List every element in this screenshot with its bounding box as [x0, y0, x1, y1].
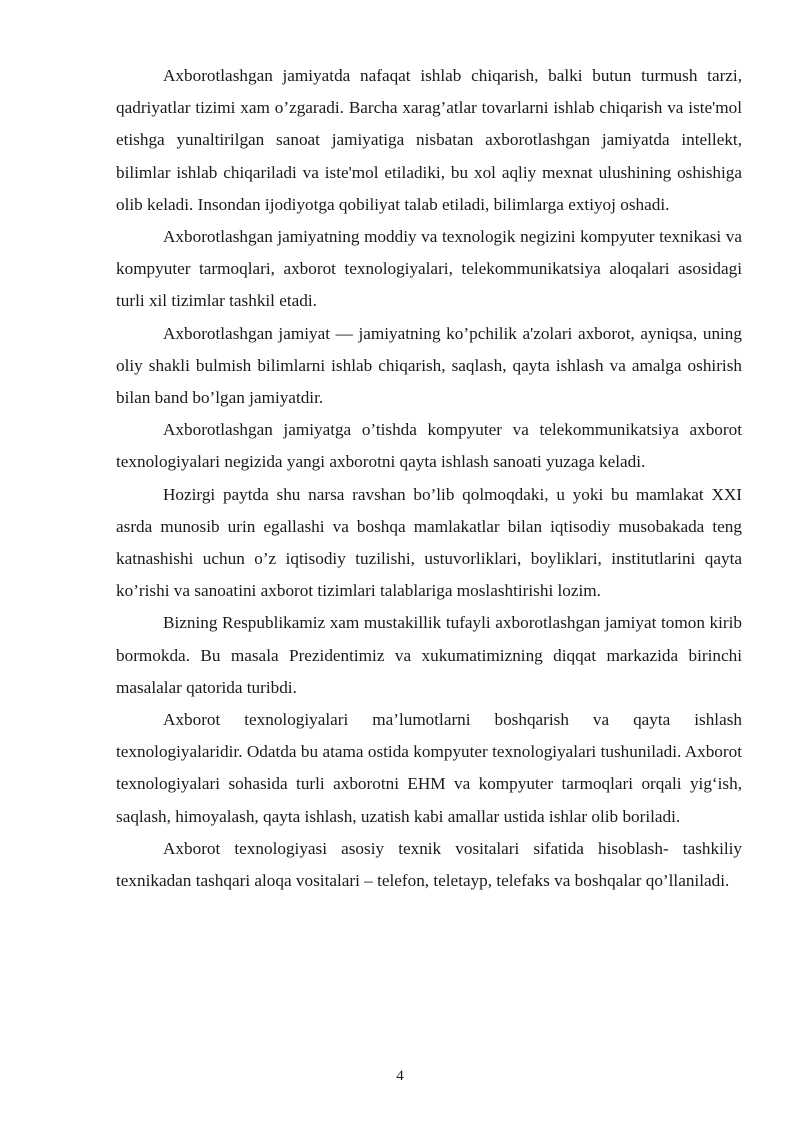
page-number: 4 [396, 1068, 404, 1084]
paragraph-2: Axborotlashgan jamiyatning moddiy va texnologik negizini kompyuter texnikasi va kompyuter tarmoqlari, axborot texnologiyalari, telekommunikatsiya aloqalari asosidagi turli xil tizimlar tashkil etadi. [116, 227, 742, 311]
paragraph-5: Hozirgi paytda shu narsa ravshan bo’lib qolmoqdaki, u yoki bu mamlakat XXI asrda munosib urin egallashi va boshqa mamlakatlar bilan iqtisodiy musobakada teng katnashishi uchun o’z iqtisodiy tuzilishi, ustuvorliklari, boyliklari, institutlarini qayta ko’rishi va sanoatini axborot tizimlari talablariga moslashtirishi lozim. [116, 484, 742, 601]
paragraph-4: Axborotlashgan jamiyatga o’tishda kompyuter va telekommunikatsiya axborot texnologiyalari negizida yangi axborotni qayta ishlash sanoati yuzaga keladi. [116, 420, 742, 472]
paragraph-6: Bizning Respublikamiz xam mustakillik tufayli axborotlashgan jamiyat tomon kirib bormokda. Bu masala Prezidentimiz va xukumatimizning diqqat markazida birinchi masalalar qatorida turibdi. [116, 613, 742, 697]
document-body [116, 60, 742, 897]
paragraph-1: Axborotlashgan jamiyatda nafaqat ishlab chiqarish, balki butun turmush tarzi, qadriyatlar tizimi xam o’zgaradi. Barcha xarag’atlar tovarlarni ishlab chiqarish va iste'mol etishga yunaltirilgan sanoat jamiyatiga nisbatan axborotlashgan jamiyatda intellekt, bilimlar ishlab chiqariladi va iste'mol etiladiki, bu xol aqliy mexnat ulushining oshishiga olib keladi. Insondan ijodiyotga qobiliyat talab etiladi, bilimlarga extiyoj oshadi. [116, 66, 742, 214]
paragraph-3: Axborotlashgan jamiyat — jamiyatning ko’pchilik a'zolari axborot, ayniqsa, uning oliy shakli bulmish bilimlarni ishlab chiqarish, saqlash, qayta ishlash va amalga oshirish bilan band bo’lgan jamiyatdir. [116, 323, 742, 408]
paragraph-8: Axborot texnologiyasi asosiy texnik vositalari sifatida hisoblash- tashkiliy texnikadan tashqari aloqa vositalari – telefon, teletayp, telefaks va boshqalar qo’llaniladi. [116, 838, 742, 891]
paragraph-7: Axborot texnologiyalari ma’lumotlarni boshqarish va qayta ishlash texnologiyalaridir. Odatda bu atama ostida kompyuter texnologiyalari tushuniladi. Axborot texnologiyalari sohasida turli axborotni EHM va kompyuter tarmoqlari orqali yig‘ish, saqlash, himoyalash, qayta ishlash, uzatish kabi amallar ustida ishlar olib boriladi. [116, 710, 742, 826]
